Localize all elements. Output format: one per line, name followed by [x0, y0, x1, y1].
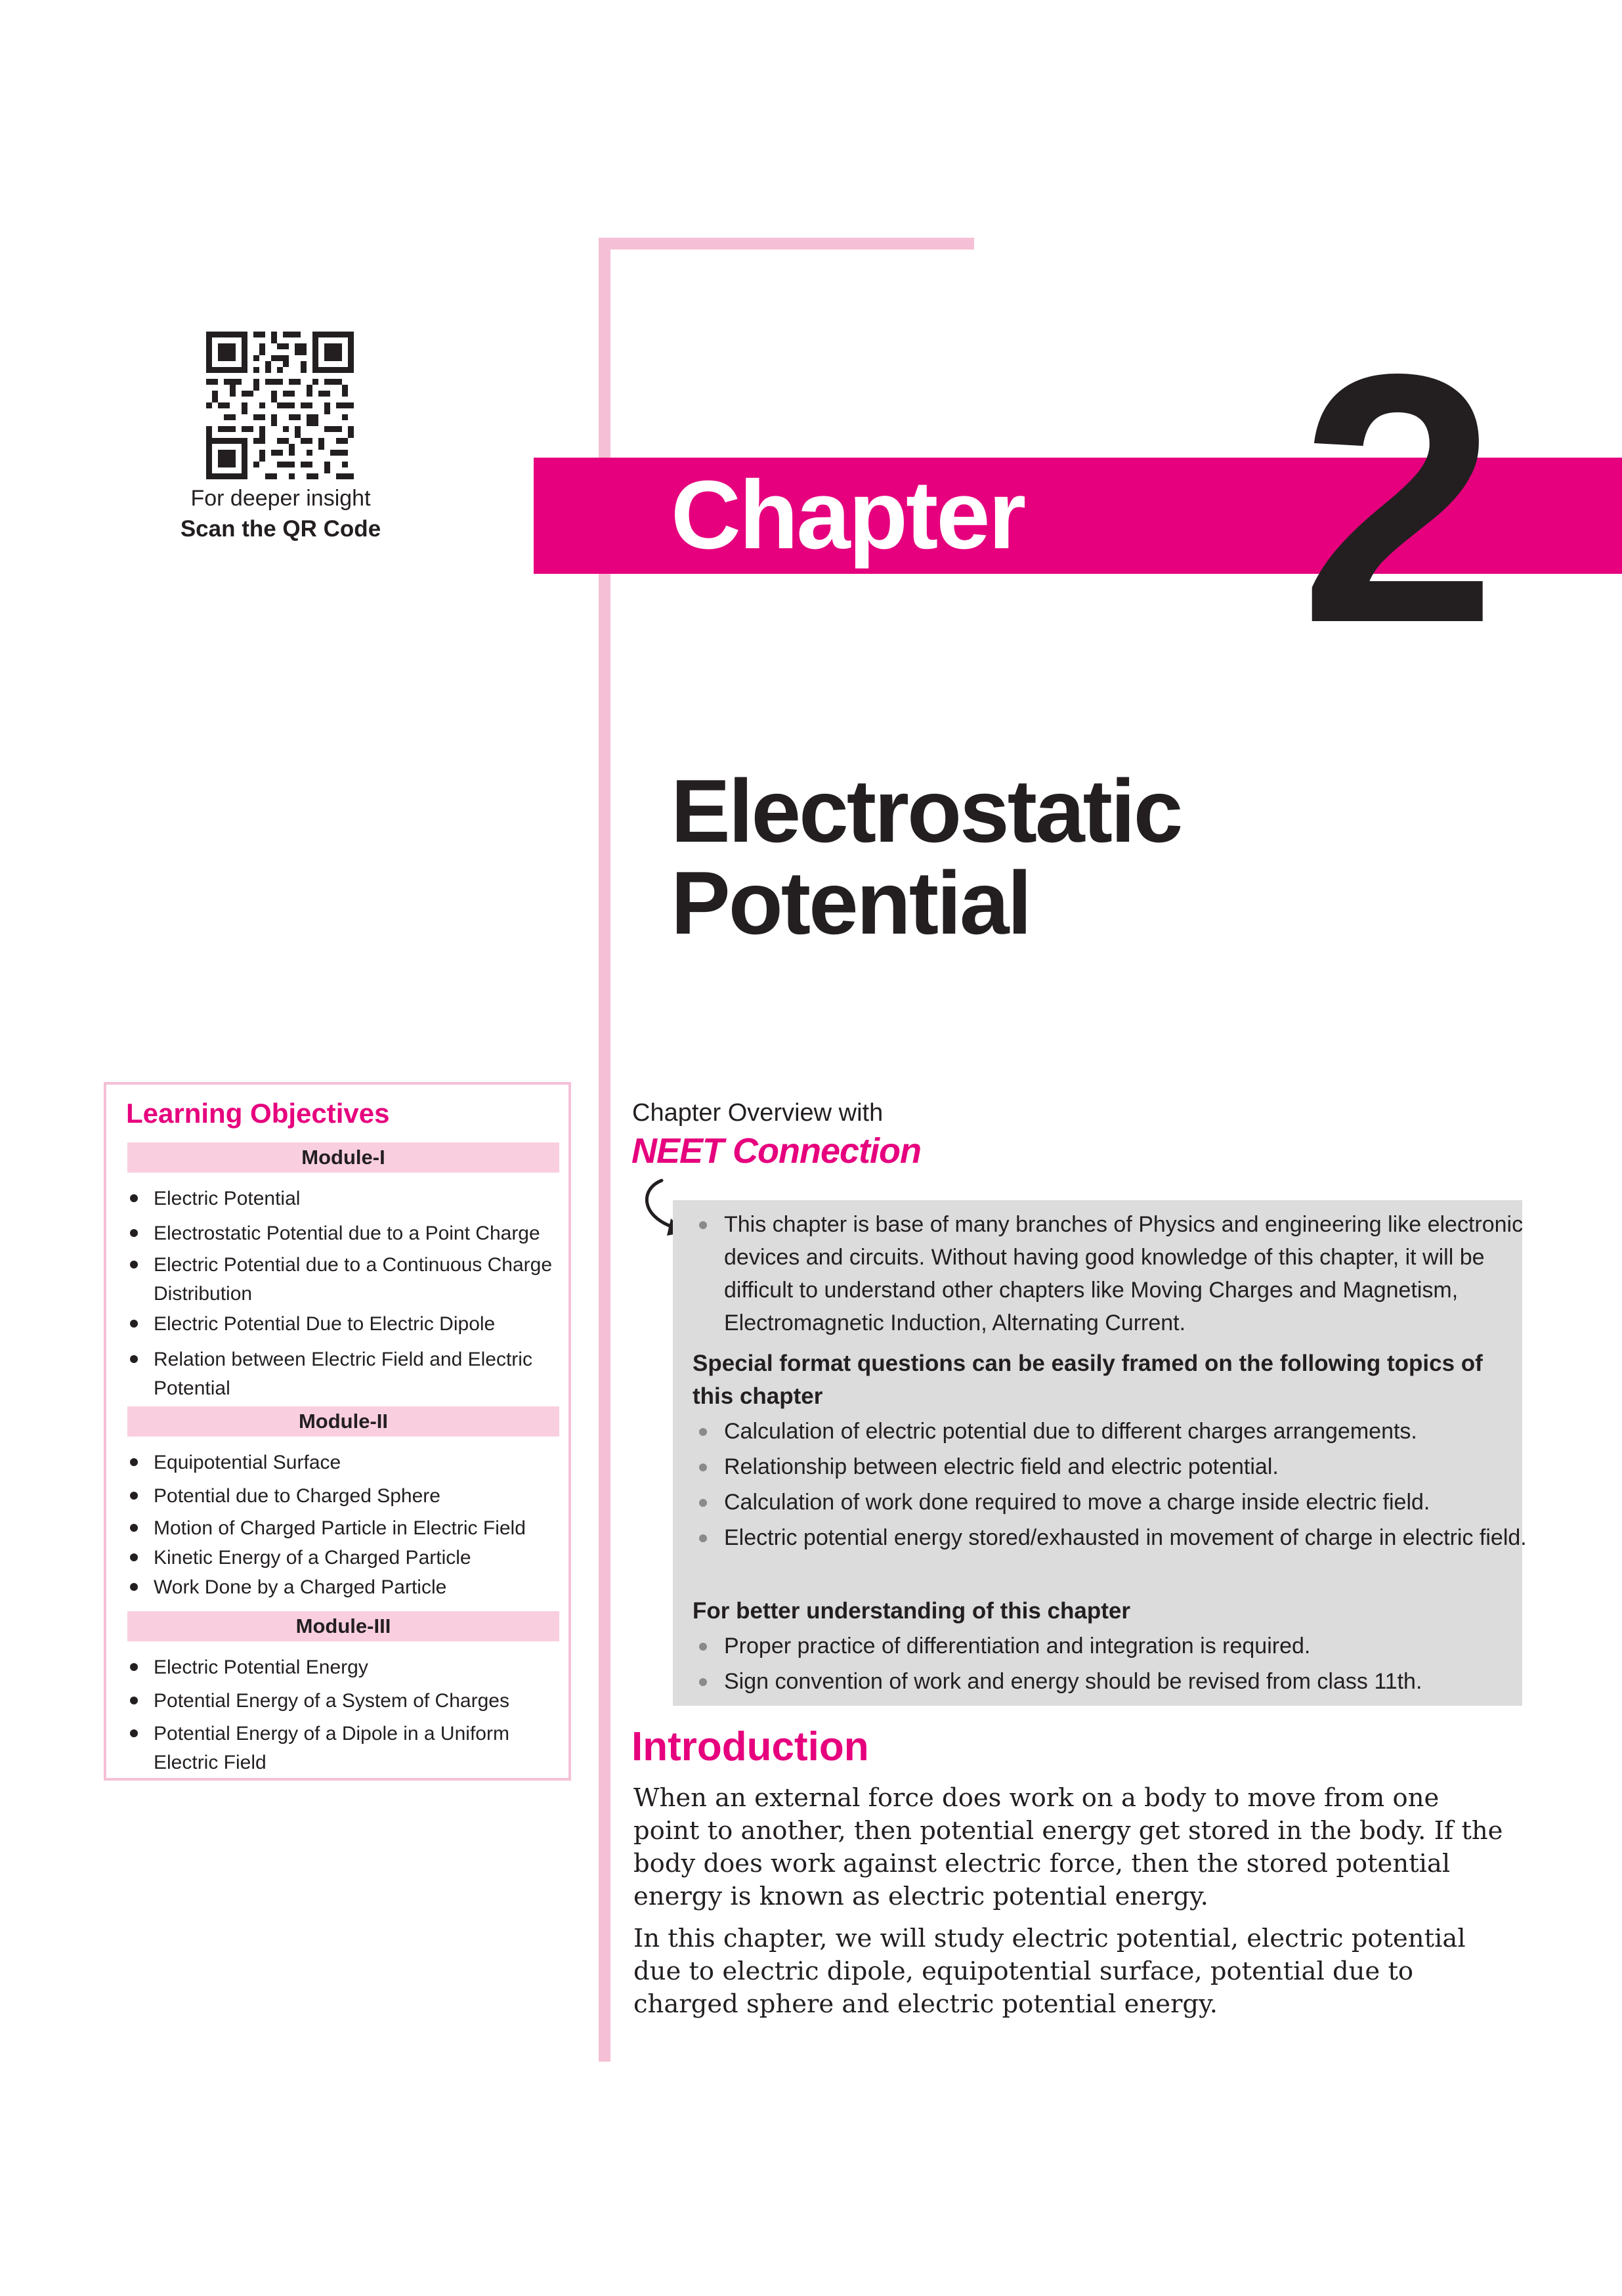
neet-connection-heading: NEET Connection	[631, 1131, 921, 1171]
body-paragraph: When an external force does work on a body to move from one point to another, then potential energy get stored in the body. If the body does work against electric force, then the stored potential energy is known as electric potential energy.	[633, 1783, 1503, 1911]
learning-objectives-title: Learning Objectives	[126, 1098, 390, 1129]
chapter-title-line: Potential	[671, 853, 1031, 953]
objective-item: Electric Potential	[129, 1184, 574, 1213]
introduction-heading: Introduction	[631, 1724, 869, 1769]
qr-code-icon	[206, 332, 354, 479]
body-paragraph: In this chapter, we will study electric potential, electric potential due to electric dipole, equipotential surface, potential due to charged sphere and electric potential energy.	[633, 1924, 1466, 2019]
chapter-title	[671, 761, 1182, 953]
module-heading: Module-II	[127, 1406, 559, 1437]
frame-top-line	[599, 238, 974, 249]
overview-item: Relationship between electric field and electric potential.	[696, 1450, 1545, 1483]
overview-item: Electric potential energy stored/exhausted in movement of charge in electric field.	[696, 1521, 1545, 1554]
objective-item: Motion of Charged Particle in Electric Field	[129, 1514, 574, 1543]
objective-item: Electric Potential due to a Continuous Charge Distribution	[129, 1251, 574, 1309]
overview-item: Proper practice of differentiation and integration is required.	[696, 1630, 1545, 1662]
overview-item: Calculation of electric potential due to different charges arrangements.	[696, 1415, 1545, 1448]
special-format-heading: Special format questions can be easily framed on the following topics of this chapter	[693, 1351, 1483, 1409]
overview-item: Sign convention of work and energy should be revised from class 11th.	[696, 1665, 1545, 1698]
chapter-number: 2	[1300, 301, 1491, 697]
objective-item: Equipotential Surface	[129, 1448, 574, 1477]
objective-item: Potential due to Charged Sphere	[129, 1482, 574, 1511]
chapter-label: Chapter	[671, 461, 1025, 569]
objective-item: Electric Potential Energy	[129, 1653, 574, 1682]
objective-item: Kinetic Energy of a Charged Particle	[129, 1544, 574, 1572]
objective-item: Relation between Electric Field and Electric Potential	[129, 1345, 574, 1403]
objective-item: Potential Energy of a System of Charges	[129, 1687, 574, 1716]
module-heading: Module-I	[127, 1142, 559, 1173]
qr-caption: For deeper insight	[190, 486, 371, 511]
objective-item: Work Done by a Charged Particle	[129, 1573, 574, 1602]
qr-instruction: Scan the QR Code	[180, 516, 381, 542]
objective-item: Electrostatic Potential due to a Point Charge	[129, 1219, 574, 1248]
overview-heading: Chapter Overview with	[632, 1099, 884, 1127]
chapter-title-line: Electrostatic	[671, 761, 1182, 861]
module-heading: Module-III	[127, 1611, 559, 1641]
better-understanding-heading: For better understanding of this chapter	[693, 1598, 1130, 1624]
overview-item: This chapter is base of many branches of Physics and engineering like electronic devices and circuits. Without having good knowledge of this chapter, it will be difficult to understand other chapters like Moving Charges and Magnetism, Electromagnetic Induction, Alternating Current.	[696, 1208, 1545, 1339]
overview-item: Calculation of work done required to move a charge inside electric field.	[696, 1486, 1545, 1519]
objective-item: Electric Potential Due to Electric Dipole	[129, 1310, 574, 1339]
objective-item: Potential Energy of a Dipole in a Uniform Electric Field	[129, 1720, 574, 1777]
